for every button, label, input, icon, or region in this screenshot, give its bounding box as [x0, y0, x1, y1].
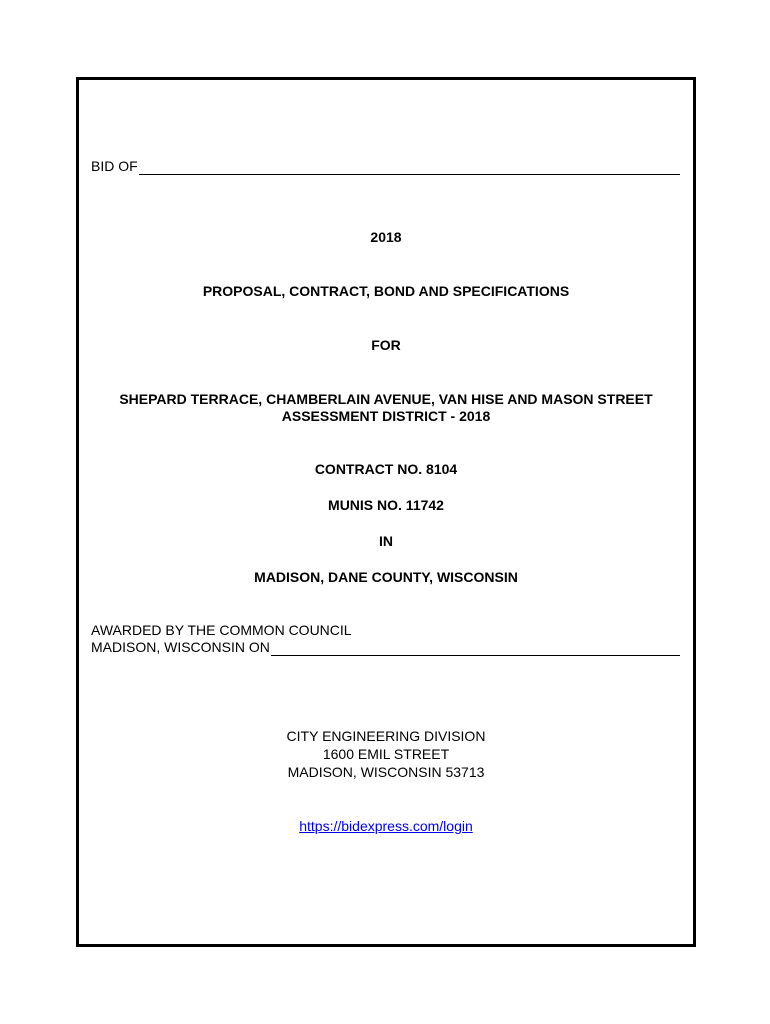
awarded-by-line: AWARDED BY THE COMMON COUNCIL: [91, 622, 352, 638]
project-title-line-1: SHEPARD TERRACE, CHAMBERLAIN AVENUE, VAN HISE AND MASON STREET: [119, 391, 653, 407]
project-title-line-2: ASSESSMENT DISTRICT - 2018: [281, 408, 491, 424]
awarded-on-label: MADISON, WISCONSIN ON: [91, 639, 270, 655]
division-city: MADISON, WISCONSIN 53713: [287, 764, 485, 780]
bid-of-row: [91, 158, 680, 175]
document-type-heading: PROPOSAL, CONTRACT, BOND AND SPECIFICATIONS: [202, 283, 570, 299]
awarded-date-blank-line: [271, 641, 680, 656]
bid-of-label: BID OF: [91, 158, 138, 174]
bidexpress-link-row: [76, 818, 696, 835]
munis-number: MUNIS NO. 11742: [328, 497, 444, 513]
bidexpress-link[interactable]: https://bidexpress.com/login: [299, 818, 473, 834]
year-heading: 2018: [370, 229, 402, 245]
division-street: 1600 EMIL STREET: [322, 746, 450, 762]
awarded-date-row: [91, 639, 680, 656]
for-label: FOR: [371, 337, 401, 353]
in-label: IN: [379, 533, 393, 549]
contract-number: CONTRACT NO. 8104: [314, 461, 458, 477]
division-name: CITY ENGINEERING DIVISION: [286, 728, 486, 744]
location-heading: MADISON, DANE COUNTY, WISCONSIN: [254, 569, 518, 585]
bid-of-blank-line: [139, 160, 680, 175]
